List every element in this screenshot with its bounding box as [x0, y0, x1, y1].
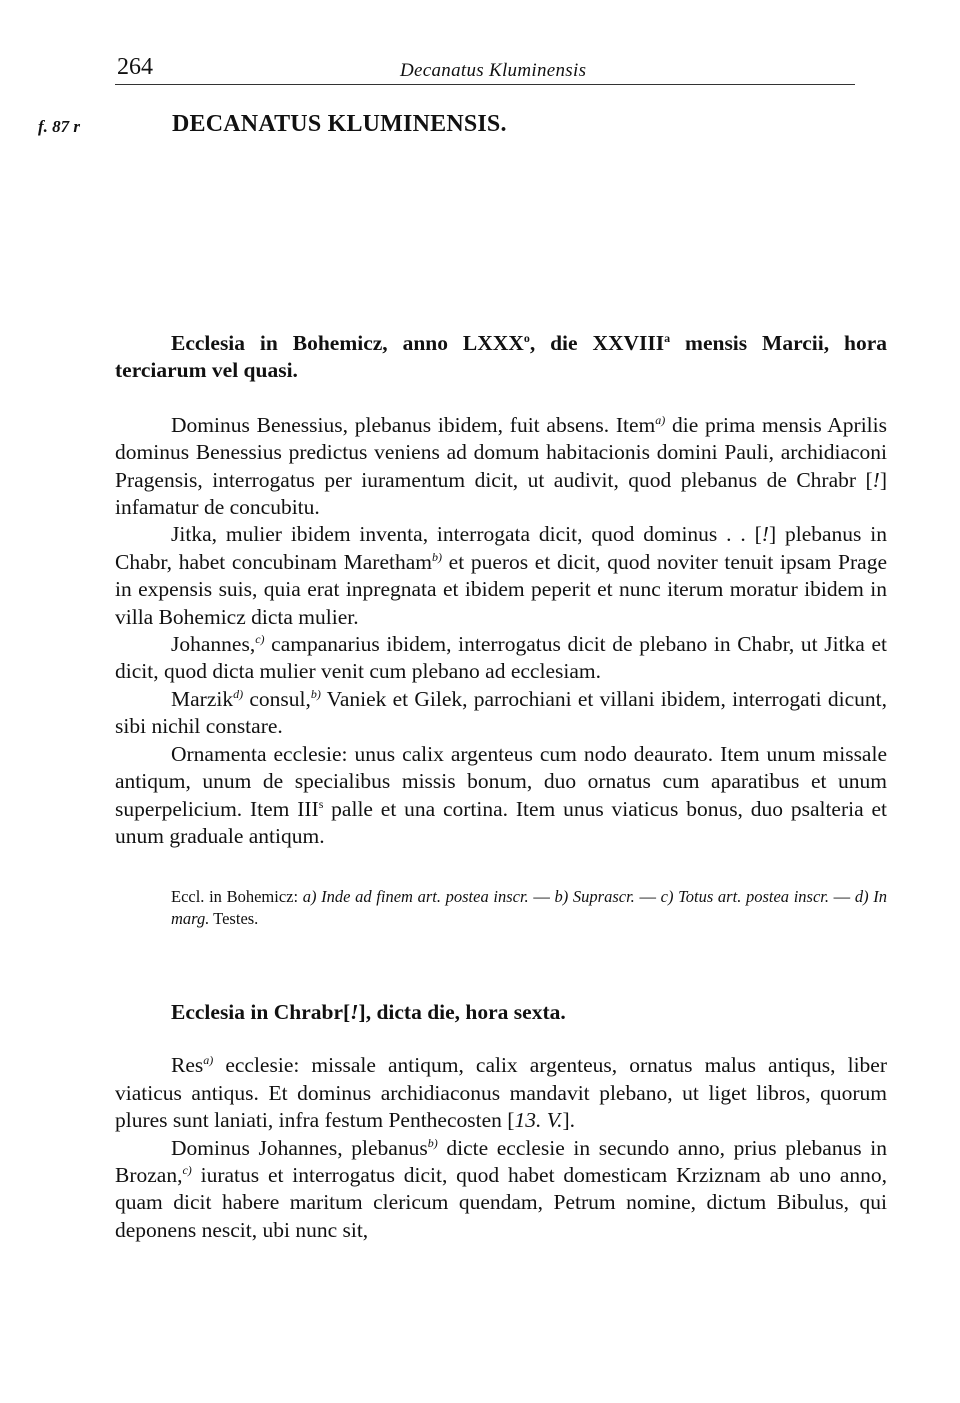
text: Dominus Johannes, plebanus	[171, 1135, 428, 1160]
text: Vaniek et Gilek, parrochiani et villani ibidem, interrogati dicunt, sibi nichil constare.	[115, 686, 887, 739]
heading-superscript: o	[523, 330, 530, 345]
paragraph-benessius	[115, 412, 887, 522]
text: ] infamatur de concubitu.	[115, 467, 887, 520]
folio-reference: f. 87 r	[38, 117, 81, 136]
date-reference: 13. V.	[514, 1108, 563, 1133]
footnote-ref: a)	[655, 412, 666, 427]
note-label: a)	[302, 887, 322, 906]
text: palle et una cortina. Item unus viaticus bonus, duo psalteria et unum graduale antiqum.	[115, 796, 887, 848]
superscript: s	[318, 796, 324, 811]
apparatus-notes	[115, 886, 887, 929]
running-title: Decanatus Kluminensis	[400, 60, 587, 81]
page-number: 264	[117, 54, 153, 80]
paragraph-jitka	[115, 521, 887, 631]
paragraph-ornamenta	[115, 741, 887, 851]
text: Johannes,	[171, 632, 256, 657]
sic-mark: !	[761, 522, 769, 547]
text: iuratus et interrogatus dicit, quod habet domesticam Krziznam ab uno anno, quam dicit habere maritum clericum quendam, Petrum nomine, dictum Bibulus, qui deponens nescit, ubi nunc sit,	[115, 1163, 887, 1242]
paragraph-johannes	[115, 631, 887, 686]
text: Res	[171, 1053, 204, 1078]
note-sep: —	[829, 887, 855, 906]
footnote-ref: d)	[233, 686, 244, 701]
heading-text: ], dicta die, hora sexta.	[358, 1000, 566, 1024]
text: ].	[562, 1108, 575, 1133]
text: Ornamenta ecclesie: unus calix argenteus cum nodo deaurato. Item unum missale antiqum, unum de specialibus missis bonum, duo ornatus cum aparatibus et unum superpelicium. Item III	[115, 741, 887, 821]
note-label: b)	[554, 887, 573, 906]
sic-mark: !	[350, 1000, 359, 1024]
decanatus-title: DECANATUS KLUMINENSIS.	[172, 111, 507, 137]
footnote-ref: b)	[432, 549, 442, 564]
note-text: In marg.	[171, 887, 887, 928]
text: ] plebanus in Chabr, habet concubinam Maretham	[115, 522, 888, 574]
text: ecclesie: missale antiqum, calix argenteus, ornatus malus antiqus, liber viaticus antiqus. Et dominus archidiaconus mandavit plebano, ut liget libros, quorum plures sunt laniati, infra festum Penthecosten [	[115, 1053, 887, 1133]
text: dicte ecclesie in secundo anno, prius plebanus in Brozan,	[115, 1135, 887, 1188]
note-label: c)	[660, 887, 679, 906]
section-heading-chrabr	[115, 999, 887, 1026]
section-chrabr	[115, 999, 887, 1244]
text: Marzik	[171, 686, 234, 711]
running-head	[115, 50, 855, 86]
note-text: Inde ad finem art. postea inscr.	[321, 887, 529, 906]
heading-superscript: a	[664, 330, 671, 345]
text: Jitka, mulier ibidem inventa, interrogata dicit, quod dominus . . [	[171, 522, 762, 547]
text: et pueros et dicit, quod noviter tenuit ipsam Prage in expensis suis, quia erat inpregnata et ibidem peperit et nunc iterum moratur ibidem in villa Bohemicz dicta mulier.	[115, 549, 887, 629]
note-text: Totus art. postea inscr.	[678, 887, 830, 906]
text: Dominus Benessius, plebanus ibidem, fuit absens. Item	[171, 412, 656, 437]
section-heading-bohemicz	[115, 330, 887, 385]
heading-text: Ecclesia in Chrabr[	[171, 1000, 351, 1024]
sic-mark: !	[872, 467, 880, 492]
note-text: Testes.	[209, 908, 259, 928]
paragraph-dominus-johannes	[115, 1135, 887, 1245]
footnote-ref: c)	[182, 1162, 192, 1177]
text: consul,	[243, 686, 311, 711]
note-text: Suprascr.	[572, 887, 635, 906]
header-rule	[115, 84, 855, 85]
note-sep: —	[634, 887, 661, 906]
section-bohemicz	[115, 330, 887, 850]
heading-text: Ecclesia in Bohemicz, anno LXXX	[171, 331, 524, 355]
note-label: d)	[854, 887, 874, 906]
note-lead: Eccl. in Bohemicz:	[171, 887, 303, 906]
paragraph-marzik	[115, 686, 887, 741]
footnote-ref: b)	[427, 1135, 438, 1150]
text: campanarius ibidem, interrogatus dicit de plebano in Chabr, ut Jitka et dicit, quod dicta mulier venit cum plebano ad ecclesiam.	[115, 632, 887, 684]
text: die prima mensis Aprilis dominus Benessius predictus veniens ad domum habitacionis domini Pauli, archidiaconi Pragensis, interrogatus per iuramentum dicit, ut audivit, quod plebanus de Chrabr [	[115, 412, 887, 492]
note-sep: —	[528, 887, 555, 906]
heading-text: , die XXVIII	[529, 331, 665, 355]
footnote-ref: c)	[255, 631, 265, 646]
paragraph-res	[115, 1052, 887, 1134]
heading-text: mensis Marcii, hora terciarum vel quasi.	[115, 331, 888, 383]
footnote-ref: a)	[203, 1053, 214, 1068]
footnote-ref: b)	[310, 686, 321, 701]
